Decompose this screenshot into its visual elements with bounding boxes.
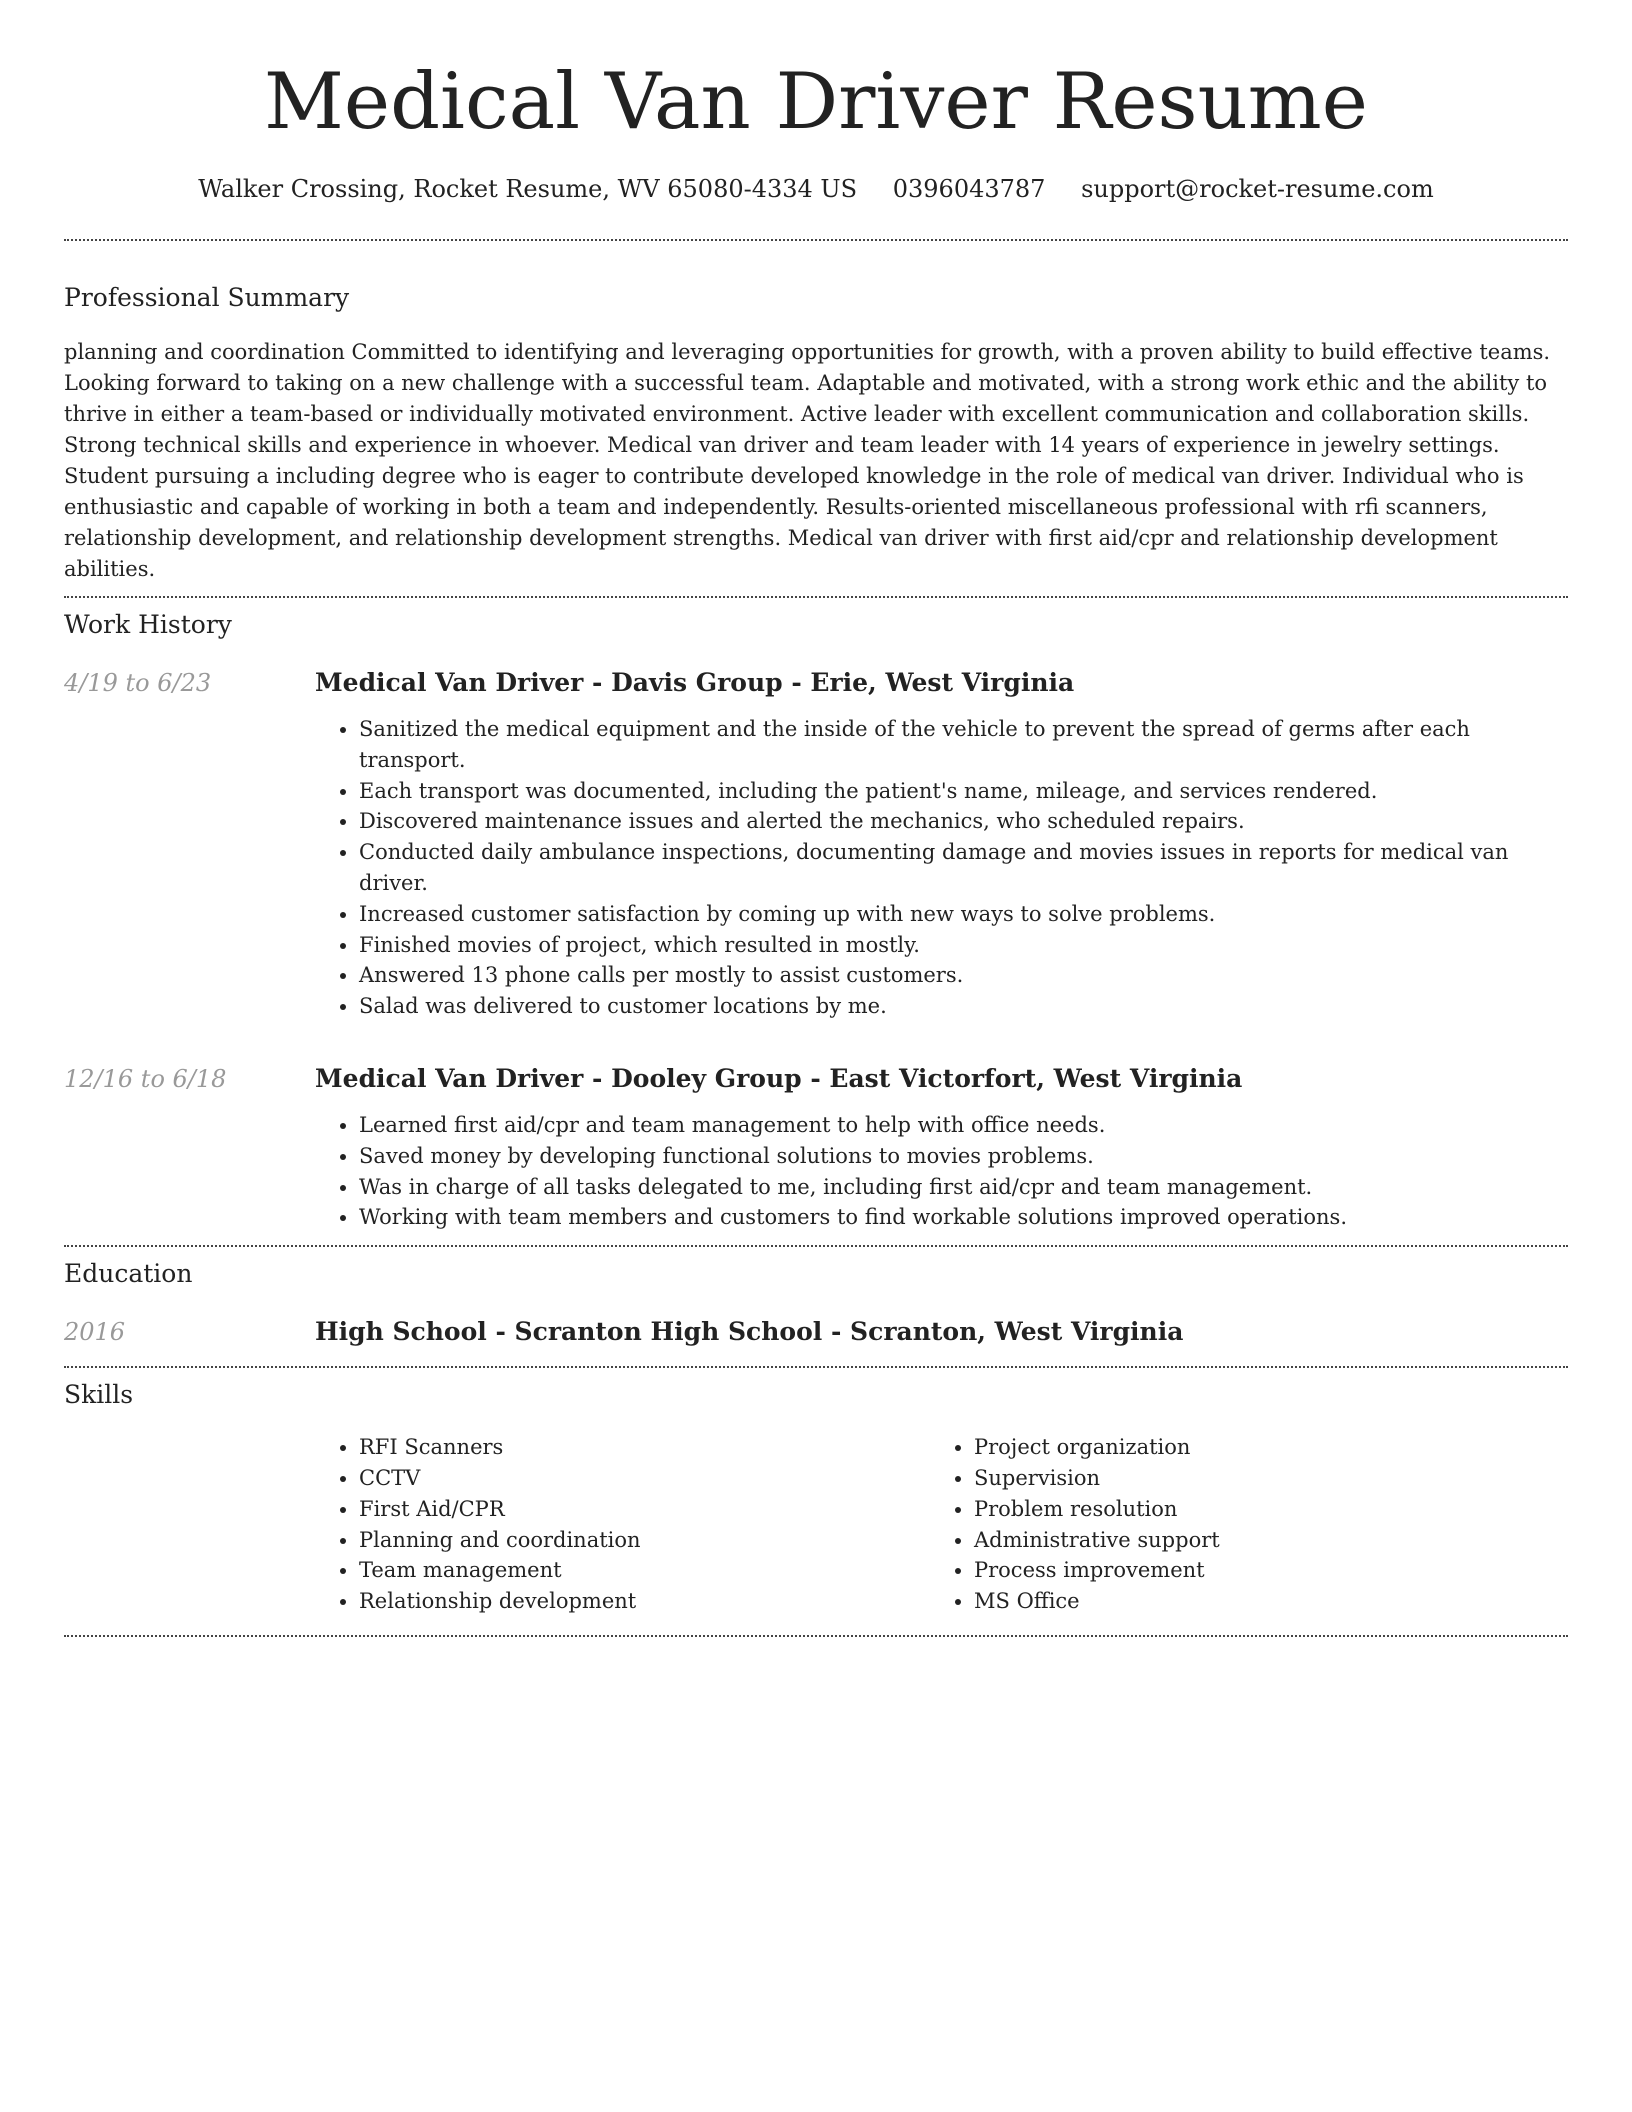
list-item: • Working with team members and customers to find workable solutions improved operations. [359, 1202, 1568, 1233]
skill-item: • Team management [359, 1555, 930, 1586]
contact-address: Walker Crossing, Rocket Resume, WV 65080-4334 US [198, 175, 858, 203]
list-item: • Learned first aid/cpr and team management to help with office needs. [359, 1110, 1568, 1141]
skill-item: • Administrative support [974, 1525, 1545, 1556]
job-title: Medical Van Driver - Davis Group - Erie, West Virginia [315, 668, 1075, 697]
job-bullets [315, 714, 1568, 1022]
skills-bullets-left [315, 1432, 930, 1617]
contact-line [64, 172, 1568, 206]
section-title-summary: Professional Summary [64, 283, 350, 312]
skill-item: • First Aid/CPR [359, 1494, 930, 1525]
education-title: High School - Scranton High School - Scranton, West Virginia [315, 1317, 1184, 1347]
list-item: • Saved money by developing functional solutions to movies problems. [359, 1141, 1568, 1172]
section-title-education: Education [64, 1259, 193, 1289]
skill-item: • Relationship development [359, 1586, 930, 1617]
skill-item: • Project organization [974, 1432, 1545, 1463]
divider [64, 596, 1568, 598]
list-item: • Finished movies of project, which resulted in mostly. [359, 930, 1568, 961]
contact-email: support@rocket-resume.com [1081, 175, 1434, 203]
divider [64, 239, 1568, 241]
list-item: • Discovered maintenance issues and alerted the mechanics, who scheduled repairs. [359, 806, 1568, 837]
list-item: • Conducted daily ambulance inspections, documenting damage and movies issues in reports for medical van driver. [359, 837, 1568, 899]
divider [64, 1245, 1568, 1247]
skill-item: • Supervision [974, 1463, 1545, 1494]
skill-item: • Process improvement [974, 1555, 1545, 1586]
resume-title: Medical Van Driver Resume [264, 57, 1368, 147]
skill-item: • MS Office [974, 1586, 1545, 1617]
education-year: 2016 [64, 1318, 126, 1347]
section-title-skills: Skills [64, 1380, 134, 1410]
job-title: Medical Van Driver - Dooley Group - East Victorfort, West Virginia [315, 1063, 1243, 1093]
job-bullets [315, 1110, 1568, 1233]
education-entry [64, 1315, 1568, 1349]
list-item: • Salad was delivered to customer locations by me. [359, 991, 1568, 1022]
job-dates: 4/19 to 6/23 [64, 669, 212, 697]
skill-item: • Problem resolution [974, 1494, 1545, 1525]
skills-column-left [315, 1432, 930, 1617]
list-item: • Answered 13 phone calls per mostly to assist customers. [359, 960, 1568, 991]
job-entry [64, 1062, 1568, 1233]
skills-bullets-right [930, 1432, 1545, 1617]
skill-item: • Planning and coordination [359, 1525, 930, 1556]
resume-page [64, 0, 1568, 1637]
skills-column-right [930, 1432, 1545, 1617]
skill-item: • RFI Scanners [359, 1432, 930, 1463]
divider [64, 1635, 1568, 1637]
job-entry [64, 666, 1568, 1022]
summary-text: planning and coordination Committed to identifying and leveraging opportunities for growth, with a proven ability to build effective teams. Looking forward to taking on a new challenge with a successful team. Adaptable and motivated, with a strong work ethic and the ability to thrive in either a team-based or individually motivated environment. Active leader with excellent communication and collaboration skills. Strong technical skills and experience in whoever. Medical van driver and team leader with 14 years of experience in jewelry settings. Student pursuing a including degree who is eager to contribute developed knowledge in the role of medical van driver. Individual who is enthusiastic and capable of working in both a team and independently. Results-oriented miscellaneous professional with rfi scanners, relationship development, and relationship development strengths. Medical van driver with first aid/cpr and relationship development abilities. [64, 340, 1551, 581]
skill-item: • CCTV [359, 1463, 930, 1494]
job-dates: 12/16 to 6/18 [64, 1064, 227, 1093]
list-item: • Sanitized the medical equipment and the inside of the vehicle to prevent the spread of germs after each transport. [359, 714, 1568, 776]
skills-list [315, 1432, 1568, 1617]
list-item: • Was in charge of all tasks delegated to me, including first aid/cpr and team management. [359, 1172, 1568, 1203]
contact-phone: 0396043787 [892, 175, 1046, 203]
list-item: • Increased customer satisfaction by coming up with new ways to solve problems. [359, 899, 1568, 930]
divider [64, 1366, 1568, 1368]
section-title-work-history: Work History [64, 610, 232, 639]
list-item: • Each transport was documented, including the patient's name, mileage, and services rendered. [359, 776, 1568, 807]
